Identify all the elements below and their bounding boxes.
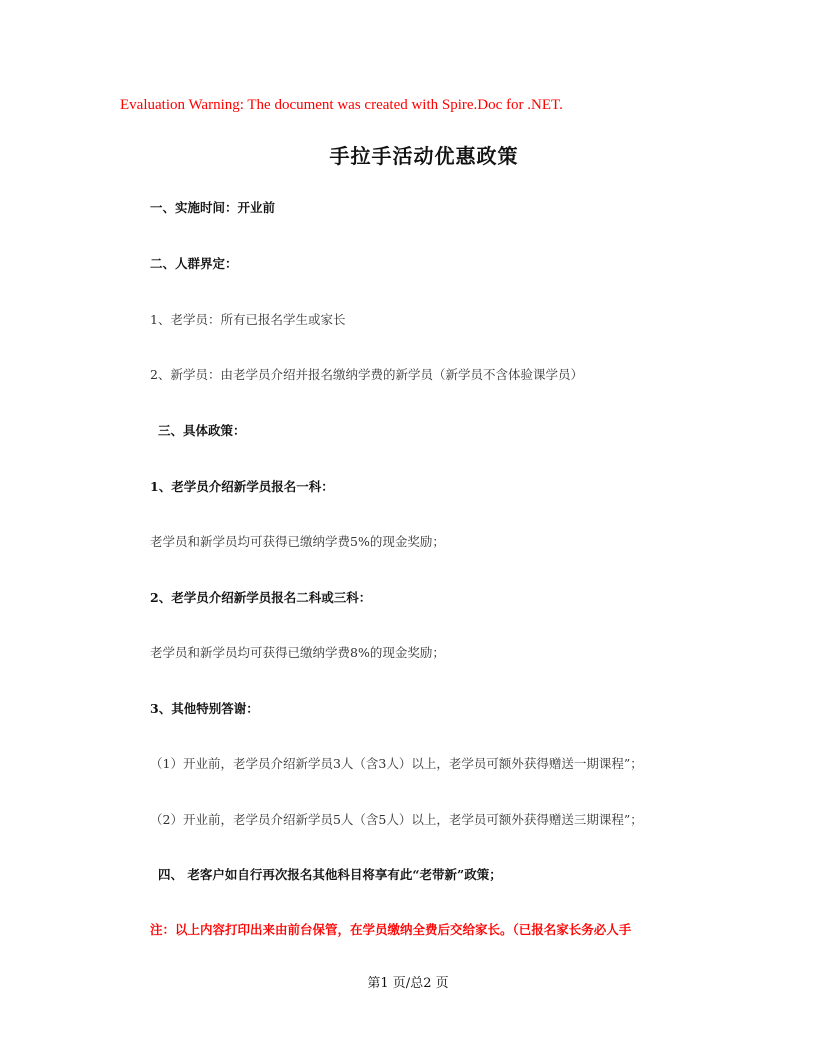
implementation-time-heading: 一、实施时间：开业前 (150, 200, 276, 215)
policy3-heading: 3、其他特别答谢： (150, 701, 259, 716)
section4-text: 四、 老客户如自行再次报名其他科目将享有此“老带新”政策； (158, 867, 502, 882)
policy2-body: 老学员和新学员均可获得已缴纳学费8%的现金奖励； (150, 645, 445, 660)
policy-heading: 三、具体政策： (158, 423, 246, 438)
page-number-footer: 第1 页/总2 页 (367, 976, 449, 991)
old-student-definition: 1、老学员：所有已报名学生或家长 (150, 312, 346, 327)
note-text: 注：以上内容打印出来由前台保管，在学员缴纳全费后交给家长。（已报名家长务必人手 (150, 922, 632, 937)
evaluation-warning: Evaluation Warning: The document was created with Spire.Doc for .NET. (120, 97, 563, 113)
document-title: 手拉手活动优惠政策 (329, 144, 519, 168)
policy2-heading: 2、老学员介绍新学员报名二科或三科： (150, 590, 372, 605)
policy3-item1: （1）开业前，老学员介绍新学员3人（含3人）以上，老学员可额外获得赠送一期课程”； (150, 756, 643, 771)
policy3-item2: （2）开业前，老学员介绍新学员5人（含5人）以上，老学员可额外获得赠送三期课程”； (150, 812, 643, 827)
group-definition-heading: 二、人群界定： (150, 256, 238, 271)
policy1-body: 老学员和新学员均可获得已缴纳学费5%的现金奖励； (150, 534, 445, 549)
policy1-heading: 1、老学员介绍新学员报名一科： (150, 479, 334, 494)
new-student-definition: 2、新学员：由老学员介绍并报名缴纳学费的新学员（新学员不含体验课学员） (150, 367, 583, 382)
